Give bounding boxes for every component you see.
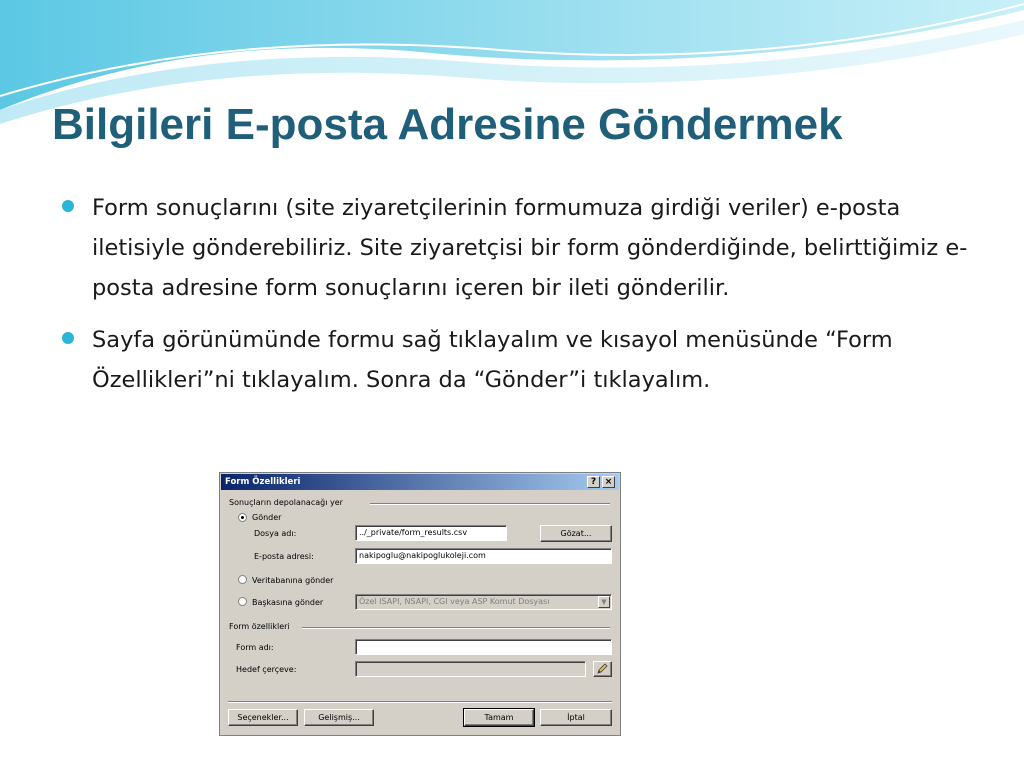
target-frame-label: Hedef çerçeve: <box>236 665 297 674</box>
form-properties-group-label: Form özellikleri <box>229 622 290 631</box>
form-name-label: Form adı: <box>236 643 274 652</box>
bullet-text: Sayfa görünümünde formu sağ tıklayalım ve kısayol menüsünde “Form Özellikleri”ni tıklayalım. Sonra da “Gönder”i tıklayalım. <box>92 327 893 393</box>
send-option-label: Gönder <box>252 513 282 522</box>
target-frame-input[interactable] <box>355 661 586 677</box>
other-radio[interactable] <box>238 597 247 606</box>
storage-group-label: Sonuçların depolanacağı yer <box>229 498 343 507</box>
other-handler-select[interactable] <box>355 594 612 610</box>
bullet-text: Form sonuçlarını (site ziyaretçilerinin formumuza girdiği veriler) e-posta iletisiyle gönderebiliriz. Site ziyaretçisi bir form gönderdiğinde, belirttiğimiz e-posta adresine form sonuçlarını içeren bir ileti gönderilir. <box>92 195 968 301</box>
chevron-down-icon[interactable]: ▼ <box>598 596 610 608</box>
footer-divider <box>228 701 612 703</box>
pencil-icon <box>596 663 609 675</box>
pencil-edit-button[interactable] <box>593 661 612 677</box>
form-name-input[interactable] <box>355 639 612 655</box>
cancel-button[interactable]: İptal <box>540 709 612 726</box>
help-button[interactable]: ? <box>587 476 600 488</box>
dialog-title: Form Özellikleri <box>225 477 301 487</box>
bullet-item <box>62 188 982 308</box>
database-radio[interactable] <box>238 575 247 584</box>
close-button[interactable]: × <box>602 476 615 488</box>
browse-button[interactable]: Gözat... <box>540 525 612 542</box>
other-handler-value: Özel ISAPI, NSAPI, CGI veya ASP Komut Dosyası <box>359 597 550 606</box>
group-divider <box>370 503 610 505</box>
dialog-titlebar[interactable] <box>221 474 619 490</box>
database-option-label: Veritabanına gönder <box>252 576 334 585</box>
file-name-label: Dosya adı: <box>254 529 297 538</box>
bullet-dot-icon <box>62 332 74 344</box>
bullet-dot-icon <box>62 200 74 212</box>
ok-button[interactable]: Tamam <box>464 709 534 726</box>
slide-title: Bilgileri E-posta Adresine Göndermek <box>52 100 843 149</box>
email-input[interactable]: nakipoglu@nakipoglukoleji.com <box>355 548 612 564</box>
form-properties-dialog <box>219 472 621 736</box>
other-option-label: Başkasına gönder <box>252 598 324 607</box>
file-name-input[interactable]: ../_private/form_results.csv <box>355 525 507 541</box>
options-button[interactable]: Seçenekler... <box>228 709 298 726</box>
bullet-item <box>62 320 982 400</box>
send-radio[interactable] <box>238 513 247 522</box>
email-label: E-posta adresi: <box>254 552 314 561</box>
advanced-button[interactable]: Gelişmiş... <box>304 709 374 726</box>
bullet-list <box>62 188 982 412</box>
group-divider <box>302 627 610 629</box>
